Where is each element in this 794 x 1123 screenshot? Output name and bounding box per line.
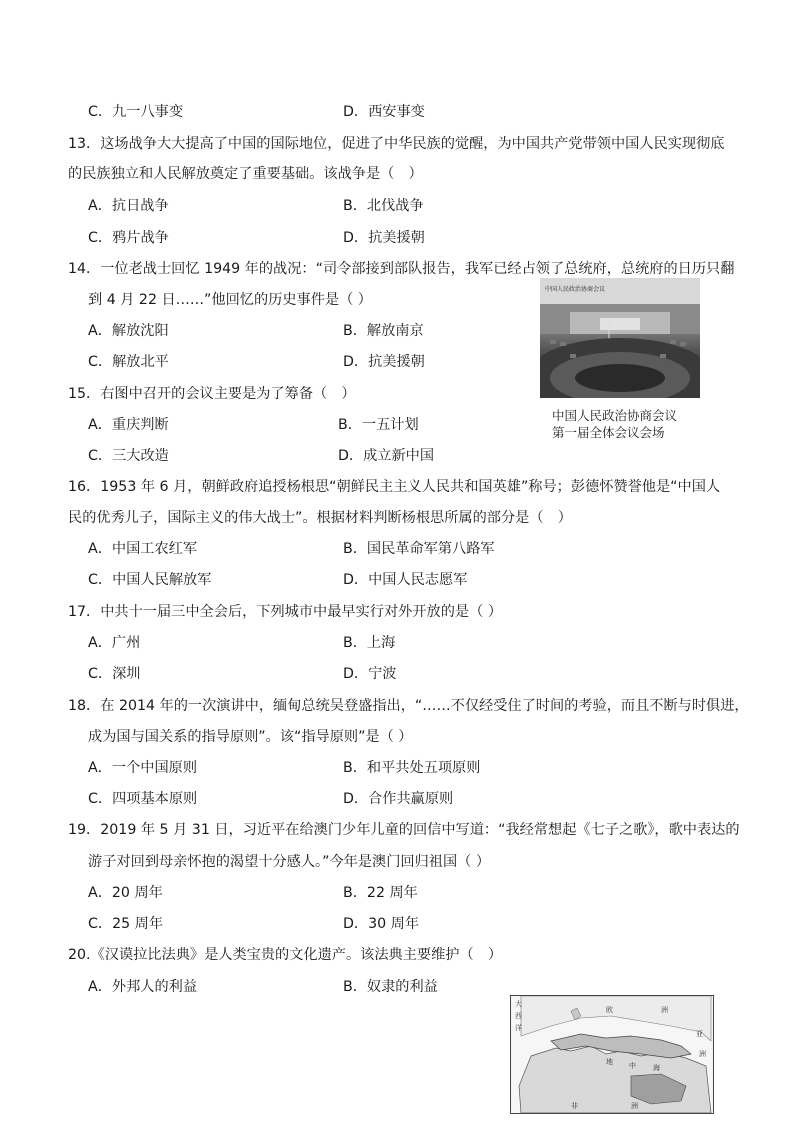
question-13-text-cont: 的民族独立和人民解放奠定了重要基础。该战争是（ ）: [68, 166, 423, 182]
option-q16-d[interactable]: D．中国人民志愿军: [343, 572, 468, 588]
question-14-text-cont: 到 4 月 22 日……”他回忆的历史事件是（ ）: [88, 292, 372, 308]
option-q19-c[interactable]: C．25 周年: [88, 916, 164, 932]
map-label-9: 海: [653, 1064, 660, 1072]
option-q19-b[interactable]: B．22 周年: [343, 885, 418, 901]
map-label-1: 西: [515, 1012, 522, 1020]
option-q18-b[interactable]: B．和平共处五项原则: [343, 760, 481, 776]
option-q17-b[interactable]: B．上海: [343, 635, 396, 651]
option-q19-d[interactable]: D．30 周年: [343, 916, 420, 932]
option-q13-b[interactable]: B．北伐战争: [343, 198, 424, 214]
photo-caption-line-2: 第一届全体会议会场: [552, 425, 665, 440]
question-16-text: 16．1953 年 6 月，朝鲜政府追授杨根思“朝鲜民主主义人民共和国英雄”称号；彭德怀赞誉他是“中国人: [68, 479, 721, 495]
option-q20-a[interactable]: A．外邦人的利益: [88, 979, 198, 995]
option-q16-c[interactable]: C．中国人民解放军: [88, 572, 212, 588]
question-14-text: 14．一位老战士回忆 1949 年的战况：“司令部接到部队报告，我军已经占领了总统府，总统府的日历只翻: [68, 261, 735, 277]
option-q13-a[interactable]: A．抗日战争: [88, 198, 169, 214]
option-q16-b[interactable]: B．国民革命军第八路军: [343, 541, 495, 557]
question-16-text-cont: 民的优秀儿子，国际主义的伟大战士”。根据材料判断杨根思所属的部分是（ ）: [68, 510, 572, 526]
option-q18-a[interactable]: A．一个中国原则: [88, 760, 198, 776]
option-q15-c[interactable]: C．三大改造: [88, 448, 169, 464]
question-18-text: 18．在 2014 年的一次演讲中，缅甸总统吴登盛指出，“……不仅经受住了时间的考验，而且不断与时俱进，: [68, 698, 749, 714]
photo-banner-text: 中国人民政治协商会议: [545, 286, 606, 293]
option-q20-b[interactable]: B．奴隶的利益: [343, 979, 438, 995]
option-q15-d[interactable]: D．成立新中国: [338, 448, 435, 464]
option-q17-c[interactable]: C．深圳: [88, 666, 141, 682]
question-13-text: 13．这场战争大大提高了中国的国际地位，促进了中华民族的觉醒，为中国共产党带领中国人民实现彻底: [68, 136, 725, 152]
conference-hall-photo: [540, 278, 700, 398]
question-19-text: 19．2019 年 5 月 31 日，习近平在给澳门少年儿童的回信中写道：“我经常想起《七子之歌》，歌中表达的: [68, 822, 740, 838]
option-q13-c[interactable]: C．鸦片战争: [88, 230, 169, 246]
conference-hall-illustration: [540, 278, 700, 398]
question-18-text-cont: 成为国与国关系的指导原则”。该“指导原则”是（ ）: [88, 729, 413, 745]
option-q18-d[interactable]: D．合作共赢原则: [343, 791, 454, 807]
photo-caption-line-1: 中国人民政治协商会议: [552, 408, 678, 423]
option-q18-c[interactable]: C．四项基本原则: [88, 791, 198, 807]
map-label-8: 中: [629, 1062, 636, 1070]
map-label-11: 洲: [631, 1102, 638, 1110]
map-label-10: 非: [571, 1102, 578, 1110]
option-q14-c[interactable]: C．解放北平: [88, 354, 169, 370]
option-q17-d[interactable]: D．宁波: [343, 666, 397, 682]
option-q14-d[interactable]: D．抗美援朝: [343, 354, 425, 370]
map-label-7: 地: [606, 1058, 613, 1066]
map-illustration: [511, 996, 713, 1113]
option-q17-a[interactable]: A．广州: [88, 635, 141, 651]
option-q12-c[interactable]: C．九一八事变: [88, 104, 184, 120]
map-label-3: 欧: [606, 1006, 613, 1014]
option-q12-d[interactable]: D．西安事变: [343, 104, 425, 120]
option-q15-b[interactable]: B．一五计划: [338, 417, 419, 433]
ancient-mediterranean-map: [510, 995, 714, 1114]
map-label-2: 洋: [515, 1024, 522, 1032]
question-20-text: 20.《汉谟拉比法典》是人类宝贵的文化遗产。该法典主要维护（ ）: [68, 947, 503, 963]
option-q14-b[interactable]: B．解放南京: [343, 323, 424, 339]
question-15-text: 15．右图中召开的会议主要是为了筹备（ ）: [68, 386, 356, 402]
map-label-0: 大: [515, 1000, 522, 1008]
option-q14-a[interactable]: A．解放沈阳: [88, 323, 169, 339]
option-q19-a[interactable]: A．20 周年: [88, 885, 163, 901]
map-label-6: 洲: [699, 1050, 706, 1058]
option-q16-a[interactable]: A．中国工农红军: [88, 541, 198, 557]
question-17-text: 17．中共十一届三中全会后，下列城市中最早实行对外开放的是（ ）: [68, 604, 503, 620]
option-q13-d[interactable]: D．抗美援朝: [343, 230, 425, 246]
question-19-text-cont: 游子对回到母亲怀抱的渴望十分感人。”今年是澳门回归祖国（ ）: [88, 854, 491, 870]
map-label-4: 洲: [661, 1006, 668, 1014]
map-label-5: 亚: [696, 1030, 703, 1038]
option-q15-a[interactable]: A．重庆判断: [88, 417, 169, 433]
